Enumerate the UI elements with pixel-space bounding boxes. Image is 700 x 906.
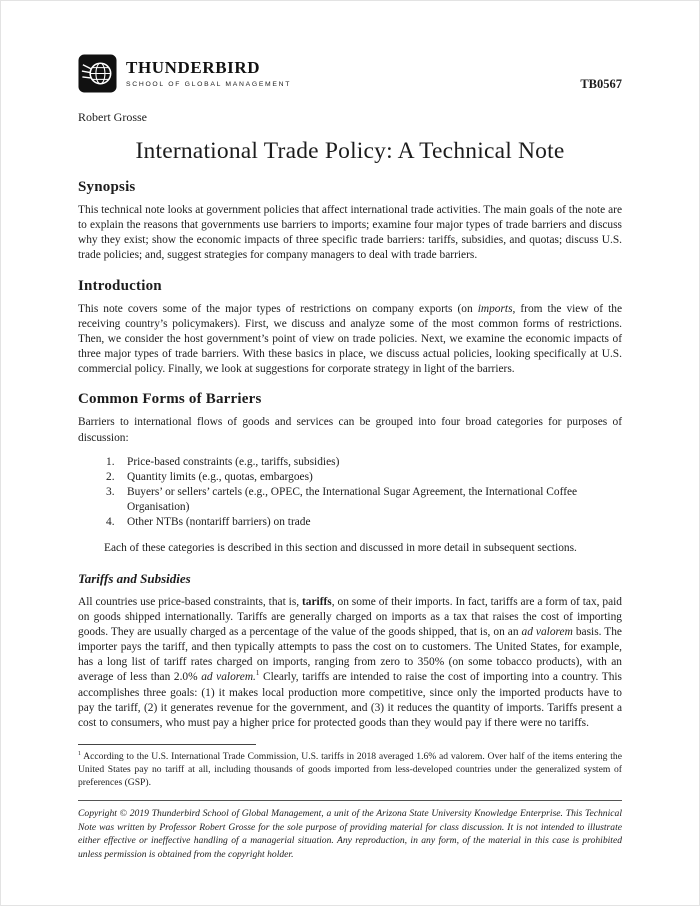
text-segment: from the view of the receiving country’s policymakers). First, we discuss and analyze some of the most common forms of restrictions. Then, we consider the host government’s point of view on trade policies. Next, we examine the economic impacts of three major types of trade barriers. With these basics in place, we discuss actual policies, looking specifically at U.S. commercial policy. Finally, we look at suggestions for corporate strategy in light of the barriers. xyxy=(78,302,623,376)
list-item-text: Price-based constraints (e.g., tariffs, subsidies) xyxy=(127,455,340,468)
text-segment: All countries use price-based constraints, that is, xyxy=(78,595,303,608)
footnote-text xyxy=(78,750,622,789)
tariffs-paragraph xyxy=(78,595,622,731)
copyright-notice: Copyright © 2019 Thunderbird School of Global Management, a unit of the Arizona State University Knowledge Enterprise. This Technical Note was written by Professor Robert Grosse for the sole purpose of providing material for class discussion. It is not intended to illustrate either effective or ineffective handling of a managerial situation. Any reproduction, in any form, of the material in this case is prohibited unless permission is obtained from the copyright holder. xyxy=(78,808,622,861)
introduction-heading: Introduction xyxy=(78,277,162,294)
list-item-text: Other NTBs (nontariff barriers) on trade xyxy=(127,516,311,529)
copyright-divider xyxy=(78,800,622,801)
document-title: International Trade Policy: A Technical Note xyxy=(135,138,565,164)
common-forms-intro-paragraph: Barriers to international flows of goods and services can be grouped into four broad categories for purposes of discussion: xyxy=(78,416,622,444)
document-header xyxy=(78,54,622,93)
text-segment: According to the U.S. International Trade Commission, U.S. tariffs in 2018 averaged 1.6% ad valorem. Over half of the items entering the United States pay no tariff at all, including thousands of goods imported from less-developed countries under the generalized system of preferences (GSP). xyxy=(78,751,622,789)
thunderbird-logo xyxy=(78,54,291,93)
list-item xyxy=(106,515,622,530)
list-item xyxy=(106,485,622,515)
list-item-text: Quantity limits (e.g., quotas, embargoes) xyxy=(127,470,313,483)
globe-wings-icon xyxy=(78,54,117,93)
list-item xyxy=(106,470,622,485)
synopsis-heading: Synopsis xyxy=(78,179,136,195)
tariffs-subsidies-subheading: Tariffs and Subsidies xyxy=(78,570,191,586)
text-segment: 1 xyxy=(255,669,260,678)
list-item-number: 4. xyxy=(106,516,115,529)
text-segment: ad valorem xyxy=(521,625,573,638)
common-forms-outro-paragraph: Each of these categories is described in this section and discussed in more detail in subsequent sections. xyxy=(104,541,577,554)
list-item-number: 1. xyxy=(106,455,115,468)
text-segment: 1 xyxy=(78,750,81,757)
list-item-number: 2. xyxy=(106,470,115,483)
list-item xyxy=(106,455,622,470)
text-segment: Clearly, tariffs are intended to raise the cost of importing into a country. This accomplishes three goals: (1) it makes local production more competitive, since only the imported products have to pay the tariff, (2) it generates revenue for the government, and (3) it reduces the quantity of imports. Tariffs present a cost to consumers, who must pay a higher price for protected goods than they would pay if there were no tariffs. xyxy=(78,671,622,729)
footnote-divider xyxy=(78,744,256,745)
common-forms-heading: Common Forms of Barriers xyxy=(78,391,262,408)
barrier-categories-list xyxy=(106,455,622,531)
logo-tagline-text: SCHOOL OF GLOBAL MANAGEMENT xyxy=(126,80,292,88)
synopsis-paragraph: This technical note looks at government policies that affect international trade activities. The main goals of the note are to explain the reasons that governments use barriers to imports; examine four major types of trade barriers and discuss why they exist; show the economic impacts of three specific trade barriers: tariffs, subsidies, and quotas; discuss U.S. trade policies; and, suggest strategies for company managers to deal with trade barriers. xyxy=(78,204,622,262)
introduction-paragraph xyxy=(78,302,622,378)
text-segment: basis. The importer pays the tariff, and then typically attempts to pass the cost on to customers. The United States, for example, has a long list of tariff rates charged on imports, ranging from zero to 350% (on some tobacco products), with an average of less than 2.0% xyxy=(78,625,622,684)
text-segment: ad valorem. xyxy=(201,671,256,684)
text-segment: tariffs xyxy=(302,595,332,608)
text-segment: , on some of their imports. In fact, tariffs are a form of tax, paid on goods shipped internationally. Tariffs are generally charged on imports as a tax that raises the cost of importing goods. They are usually charged as a percentage of the value of the goods shipped, that is, on an xyxy=(78,595,622,638)
text-segment: imports, xyxy=(477,302,516,315)
document-number: TB0567 xyxy=(580,77,622,91)
author-name: Robert Grosse xyxy=(78,110,147,124)
list-item-text: Buyers’ or sellers’ cartels (e.g., OPEC, the International Sugar Agreement, the International Coffee Organisation) xyxy=(127,486,578,514)
logo-brand-text: THUNDERBIRD xyxy=(126,58,261,78)
text-segment: This note covers some of the major types of restrictions on company exports (on xyxy=(78,302,478,315)
logo-wordmark xyxy=(126,59,291,88)
list-item-number: 3. xyxy=(106,486,115,499)
